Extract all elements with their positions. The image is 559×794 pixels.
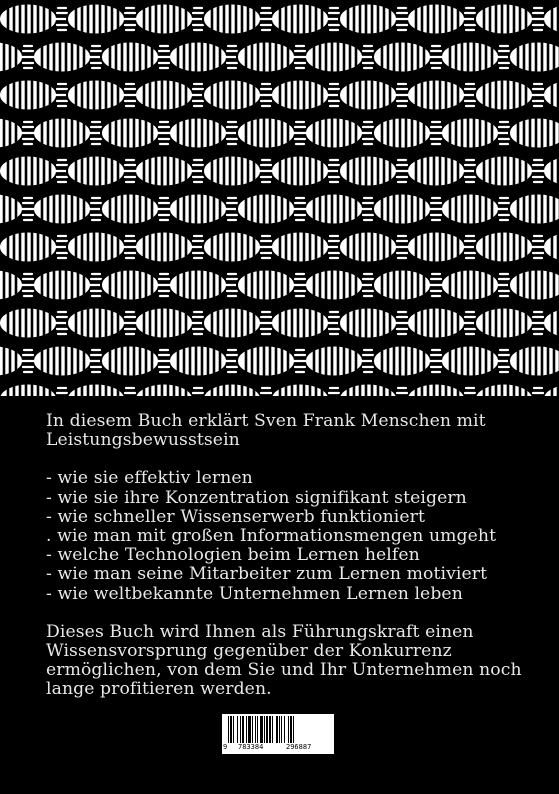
woven-pattern-illustration: [0, 0, 559, 396]
barcode-bars: [228, 716, 328, 743]
barcode-bar: [237, 716, 238, 743]
barcode-bar: [269, 716, 271, 743]
barcode-bar: [255, 716, 256, 743]
barcode-left-digits: 783384: [238, 743, 264, 751]
barcode-lead-digit: 9: [223, 743, 228, 751]
list-item: - wie sie ihre Konzentration signifikant steigern: [46, 487, 467, 508]
barcode-bar: [252, 716, 253, 743]
barcode-bar: [233, 716, 234, 743]
barcode-bar: [240, 716, 241, 743]
benefit-list: [46, 469, 546, 603]
barcode-bar: [279, 716, 280, 743]
barcode-bar: [228, 716, 229, 743]
list-item: . wie man mit großen Informationsmengen umgeht: [46, 526, 497, 547]
barcode-bar: [272, 716, 273, 743]
isbn-barcode: [222, 714, 334, 754]
barcode-bar: [266, 716, 268, 743]
barcode-bar: [281, 716, 282, 743]
barcode-bar: [242, 716, 244, 743]
closing-paragraph: Dieses Buch wird Ihnen als Führungskraft einen Wissensvorsprung gegenüber der Konkurrenz ermöglichen, von dem Sie und Ihr Unternehmen noch lange profitieren werden.: [46, 621, 522, 700]
list-item: - wie sie effektiv lernen: [46, 468, 253, 489]
barcode-bar: [264, 716, 265, 743]
list-item: - wie schneller Wissenserwerb funktioniert: [46, 506, 425, 527]
list-item: - wie weltbekannte Unternehmen Lernen leben: [46, 583, 463, 604]
barcode-bar: [230, 716, 232, 743]
back-cover-text: [46, 412, 546, 700]
intro-paragraph: In diesem Buch erklärt Sven Frank Menschen mit Leistungsbewusstsein: [46, 411, 486, 451]
barcode-bar: [276, 716, 278, 743]
barcode-bar: [257, 716, 258, 743]
barcode-right-digits: 296887: [286, 743, 312, 751]
barcode-bar: [288, 716, 289, 743]
barcode-bar: [293, 716, 294, 743]
list-item: - wie man seine Mitarbeiter zum Lernen motiviert: [46, 564, 488, 585]
barcode-bar: [246, 716, 247, 743]
barcode-bar: [290, 716, 292, 743]
barcode-bar: [248, 716, 251, 743]
barcode-bar: [260, 716, 263, 743]
barcode-bar: [284, 716, 285, 743]
list-item: - welche Technologien beim Lernen helfen: [46, 545, 420, 566]
